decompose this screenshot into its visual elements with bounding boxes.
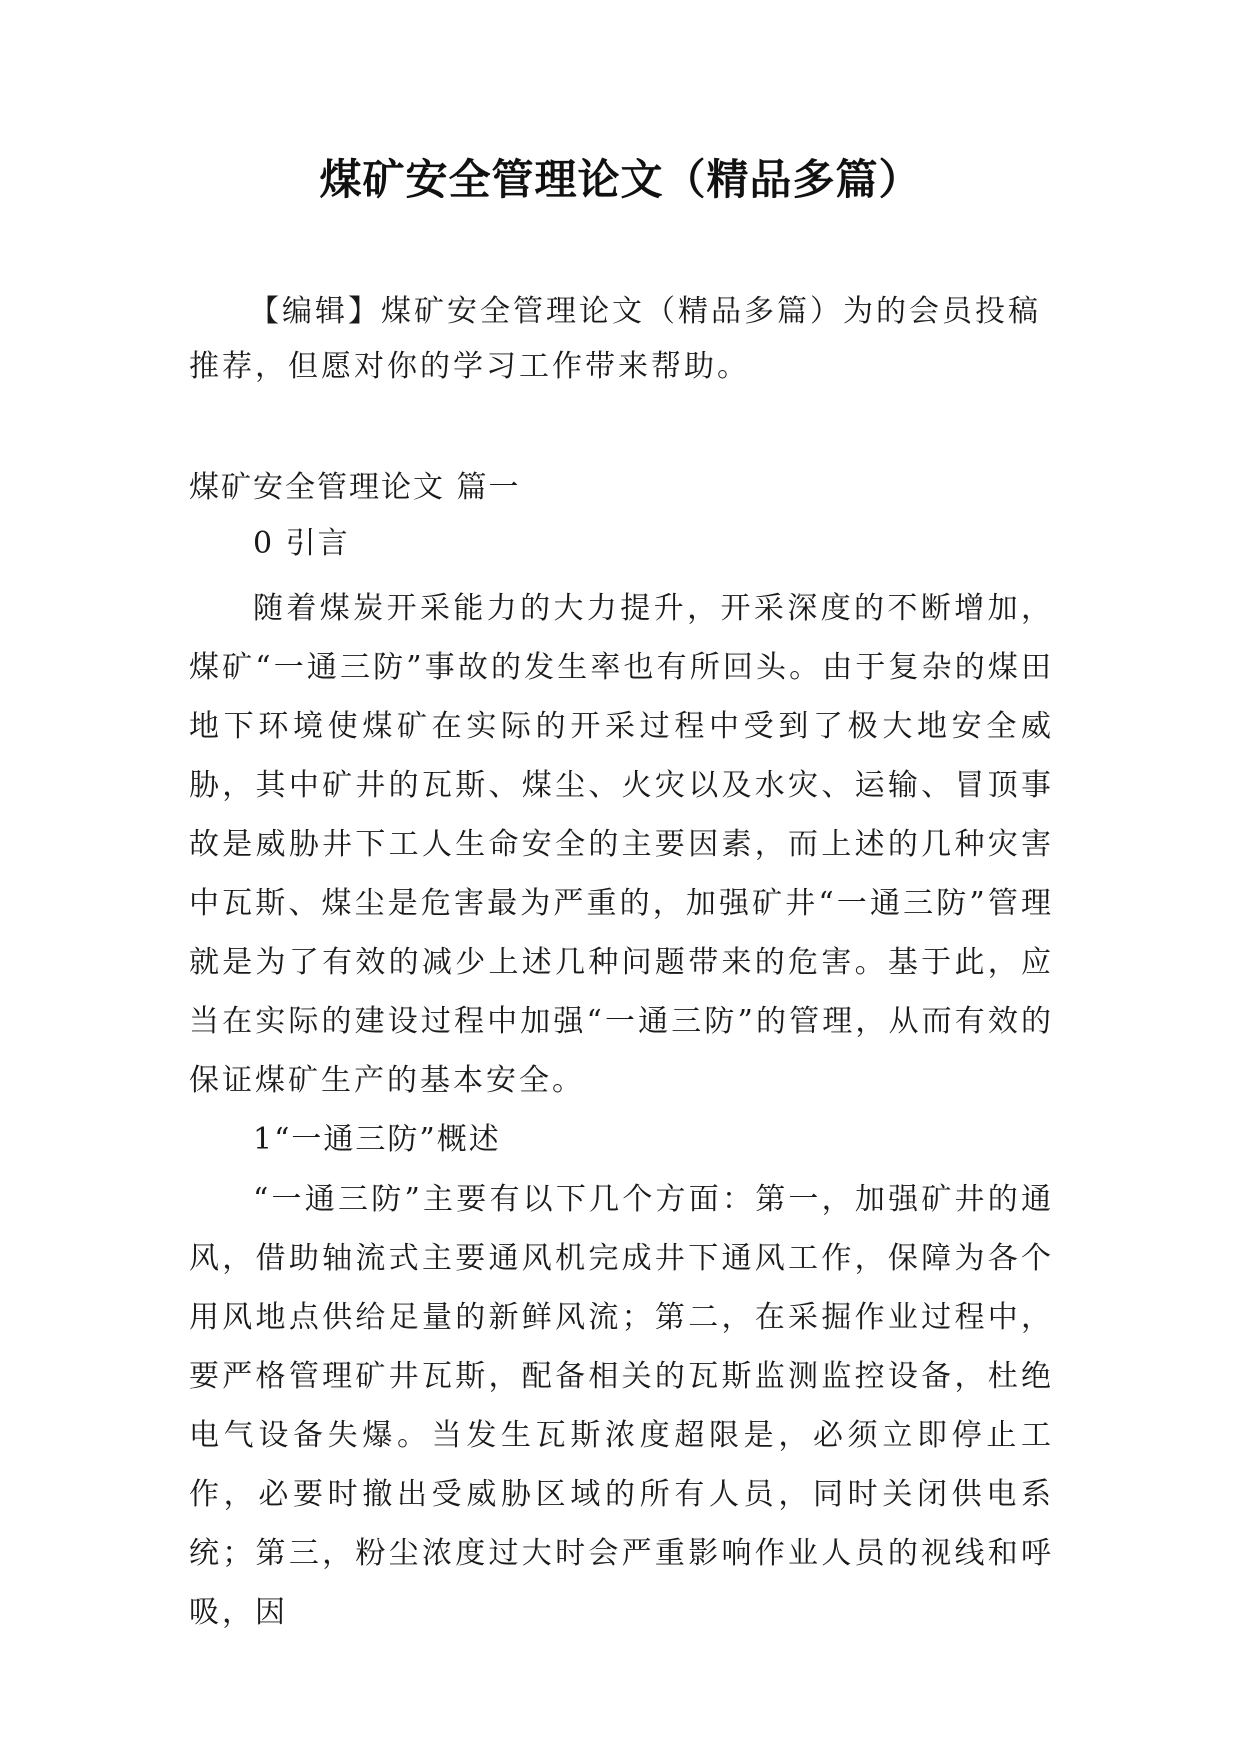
sub-heading-introduction: 0 引言 bbox=[253, 526, 350, 561]
body-paragraph: 随着煤炭开采能力的大力提升，开采深度的不断增加，煤矿“一通三防”事故的发生率也有所回头。由于复杂的煤田地下环境使煤矿在实际的开采过程中受到了极大地安全威胁，其中矿井的瓦斯、煤尘、火灾以及水灾、运输、冒顶事故是威胁井下工人生命安全的主要因素，而上述的几种灾害中瓦斯、煤尘是危害最为严重的，加强矿井“一通三防”管理就是为了有效的减少上述几种问题带来的危害。基于此，应当在实际的建设过程中加强“一通三防”的管理，从而有效的保证煤矿生产的基本安全。 bbox=[189, 591, 1054, 1098]
document-title: 煤矿安全管理论文（精品多篇） bbox=[319, 155, 922, 204]
sub-heading-overview: 1“一通三防”概述 bbox=[253, 1122, 501, 1157]
intro-paragraph: 【编辑】煤矿安全管理论文（精品多篇）为的会员投稿推荐，但愿对你的学习工作带来帮助。 bbox=[189, 294, 1041, 384]
section-heading: 煤矿安全管理论文 篇一 bbox=[189, 470, 521, 505]
body-paragraph: “一通三防”主要有以下几个方面：第一，加强矿井的通风，借助轴流式主要通风机完成井下通风工作，保障为各个用风地点供给足量的新鲜风流；第二，在采掘作业过程中，要严格管理矿井瓦斯，配备相关的瓦斯监测监控设备，杜绝电气设备失爆。当发生瓦斯浓度超限是，必须立即停止工作，必要时撤出受威胁区域的所有人员，同时关闭供电系统；第三，粉尘浓度过大时会严重影响作业人员的视线和呼吸，因 bbox=[189, 1182, 1054, 1630]
